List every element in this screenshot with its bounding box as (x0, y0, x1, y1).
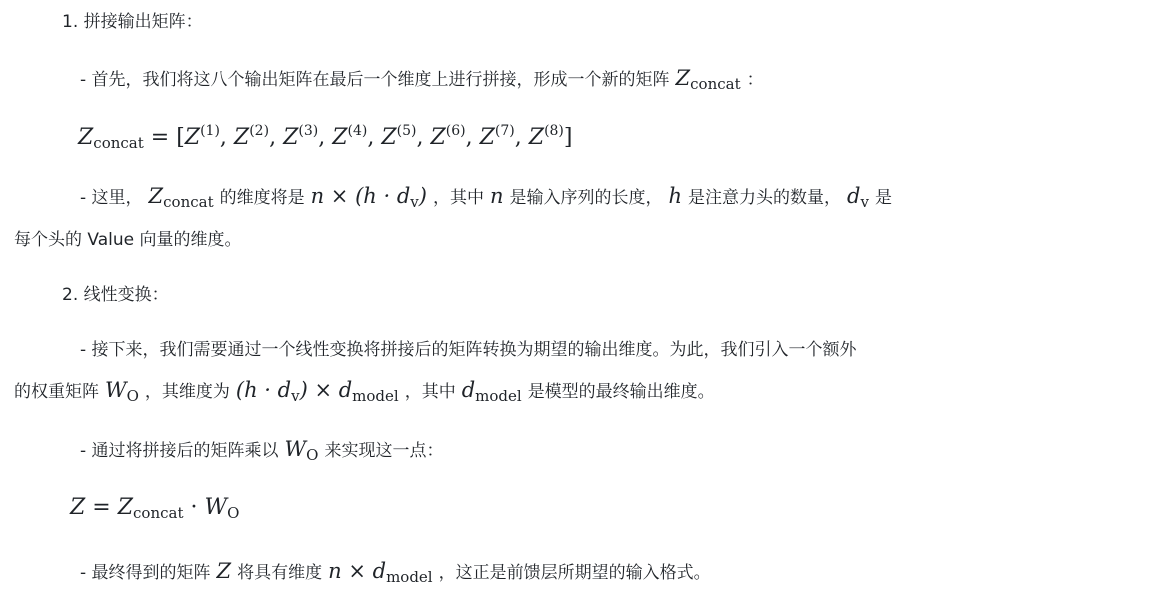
section1-heading: 1. 拼接输出矩阵： (62, 12, 203, 32)
concat-item: $Z^{(3)}$ (283, 123, 319, 150)
concat-item: $Z^{(1)}$ (184, 123, 220, 150)
concat-item: $Z^{(2)}$ (233, 123, 270, 150)
section2-bullet2: - 通过将拼接后的矩阵乘以 $W_O$ 来实现这一点： (80, 437, 444, 464)
bullet-text: - 首先，我们将这八个输出矩阵在最后一个维度上进行拼接，形成一个新的矩阵 (80, 70, 670, 90)
concat-items: $Z^{(1)}$, $Z^{(2)}$, $Z^{(3)}$, $Z^{(4)}$, $Z^{(5)}$, $Z^{(6)}$, $Z^{(7)}$, $Z^{(8)}$ (184, 123, 564, 150)
concat-item: $Z^{(5)}$ (381, 123, 417, 150)
section1-bullet2-line1: - 这里， $Z_{concat}$ 的维度将是 $n \times (h \cdot d_v)$ ，其中 n 是输入序列的长度， h 是注意力头的数量， $d_v$ 是 (80, 184, 892, 211)
concat-item: $Z^{(8)}$ (528, 123, 564, 150)
section1-bullet2-line2: 每个头的 Value 向量的维度。 (14, 230, 242, 250)
section2-bullet3: - 最终得到的矩阵 Z 将具有维度 $n \times d_{model}$ ，这正是前馈层所期望的输入格式。 (80, 559, 711, 586)
section2-bullet1-line2: 的权重矩阵 $W_O$ ，其维度为 $(h \cdot d_v) \times d_{model}$ ，其中 $d_{model}$ 是模型的最终输出维度。 (14, 378, 715, 405)
math-z-concat: $Z_{concat}$ (675, 66, 741, 93)
section2-bullet1-line1: - 接下来，我们需要通过一个线性变换将拼接后的矩阵转换为期望的输出维度。为此，我们引入一个额外 (80, 340, 857, 360)
concat-item: $Z^{(7)}$ (479, 123, 515, 150)
equation-concat: $Z_{concat} = [Z^{(1)}$, $Z^{(2)}$, $Z^{(3)}$, $Z^{(4)}$, $Z^{(5)}$, $Z^{(6)}$, $Z^{(7)}$, $Z^{(8)}$] (78, 123, 573, 152)
equation-final: $Z = Z_{concat} \cdot W_O$ (70, 495, 240, 522)
section1-bullet1 (80, 66, 764, 96)
concat-item: $Z^{(4)}$ (332, 123, 368, 150)
concat-item: $Z^{(6)}$ (430, 123, 466, 150)
section2-heading: 2. 线性变换： (62, 285, 169, 305)
bullet-end: ： (746, 70, 764, 90)
